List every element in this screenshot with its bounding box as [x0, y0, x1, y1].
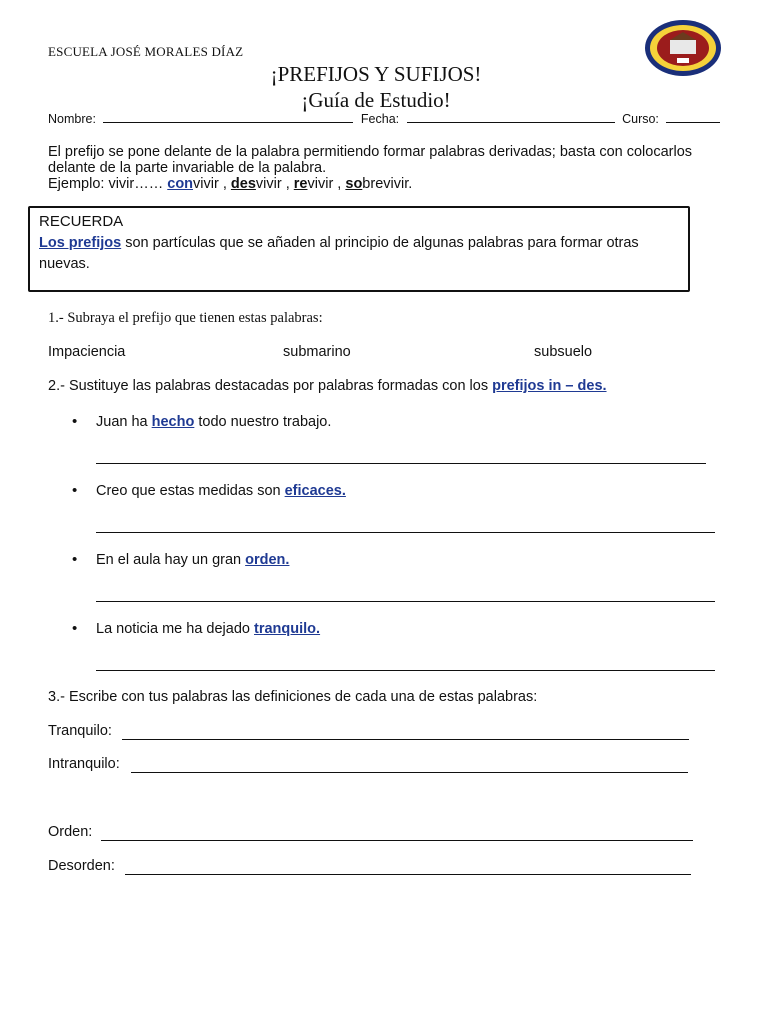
fecha-label: Fecha:: [360, 112, 400, 126]
example-prefix-re: re: [293, 176, 308, 192]
bullet-marker: •: [72, 482, 78, 499]
student-info-row: [48, 112, 720, 126]
example-rest-3: vivir ,: [307, 176, 342, 192]
q2-prompt-text: 2.- Sustituye las palabras destacadas por palabras formadas con los: [48, 378, 489, 394]
page-subtitle: ¡Guía de Estudio!: [301, 88, 451, 112]
school-name: ESCUELA JOSÉ MORALES DÍAZ: [48, 44, 244, 59]
bullet-marker: •: [72, 413, 78, 430]
bullet-marker: •: [72, 551, 78, 568]
recuerda-body: [39, 233, 679, 275]
q2-item-text: Juan ha: [96, 414, 148, 430]
fecha-blank[interactable]: [407, 112, 615, 123]
answer-line[interactable]: [96, 463, 706, 464]
definition-label: Tranquilo:: [48, 723, 112, 739]
q2-item-text: Creo que estas medidas son: [96, 483, 281, 499]
bullet-marker: •: [72, 620, 78, 637]
recuerda-term: Los prefijos: [39, 235, 122, 251]
q2-item: [96, 552, 289, 568]
definition-line[interactable]: [122, 739, 689, 740]
q2-item-highlight: eficaces.: [284, 483, 346, 499]
definition-label: Desorden:: [48, 858, 115, 874]
intro-text: El prefijo se pone delante de la palabra permitiendo formar palabras derivadas; basta con colocarlos delante de la parte invariable de la palabra.: [48, 144, 693, 176]
example-rest-2: vivir ,: [255, 176, 290, 192]
q1-word[interactable]: Impaciencia: [48, 344, 126, 360]
nombre-blank[interactable]: [103, 112, 353, 123]
q1-word[interactable]: submarino: [283, 344, 351, 360]
example-prefix-con: con: [167, 176, 194, 192]
answer-line[interactable]: [96, 532, 715, 533]
q2-item: [96, 483, 346, 499]
q2-prompt-highlight: prefijos in – des.: [492, 378, 607, 394]
curso-blank[interactable]: [666, 112, 720, 123]
definition-line[interactable]: [101, 840, 693, 841]
intro-paragraph: [48, 144, 708, 192]
answer-line[interactable]: [96, 670, 715, 671]
definition-label: Intranquilo:: [48, 756, 120, 772]
q2-item-highlight: orden.: [245, 552, 290, 568]
recuerda-title: RECUERDA: [39, 213, 124, 230]
example-prefix-so: so: [345, 176, 363, 192]
question-1-prompt: 1.- Subraya el prefijo que tienen estas palabras:: [48, 310, 323, 326]
page-title: ¡PREFIJOS Y SUFIJOS!: [270, 62, 482, 86]
q2-item-highlight: tranquilo.: [254, 621, 321, 637]
definition-label: Orden:: [48, 824, 93, 840]
answer-line[interactable]: [96, 601, 715, 602]
definition-line[interactable]: [131, 772, 688, 773]
example-rest-1: vivir ,: [193, 176, 227, 192]
school-logo: [643, 18, 723, 78]
example-label: Ejemplo: vivir……: [48, 176, 164, 192]
recuerda-box: [28, 206, 690, 292]
q1-word[interactable]: subsuelo: [534, 344, 593, 360]
nombre-label: Nombre:: [48, 112, 96, 126]
example-rest-4: brevivir.: [362, 176, 413, 192]
q2-item: [96, 414, 331, 430]
q2-item-highlight: hecho: [151, 414, 195, 430]
q2-item-text: La noticia me ha dejado: [96, 621, 250, 637]
recuerda-text: son partículas que se añaden al principio de algunas palabras para formar otras nuevas.: [39, 235, 639, 272]
curso-label: Curso:: [622, 112, 659, 126]
question-3-prompt: 3.- Escribe con tus palabras las definiciones de cada una de estas palabras:: [48, 689, 538, 705]
definition-line[interactable]: [125, 874, 691, 875]
q2-item-text: En el aula hay un gran: [96, 552, 242, 568]
q2-item: [96, 621, 320, 637]
question-2-prompt: [48, 378, 607, 394]
q2-item-text: todo nuestro trabajo.: [198, 414, 332, 430]
example-prefix-des: des: [230, 176, 256, 192]
